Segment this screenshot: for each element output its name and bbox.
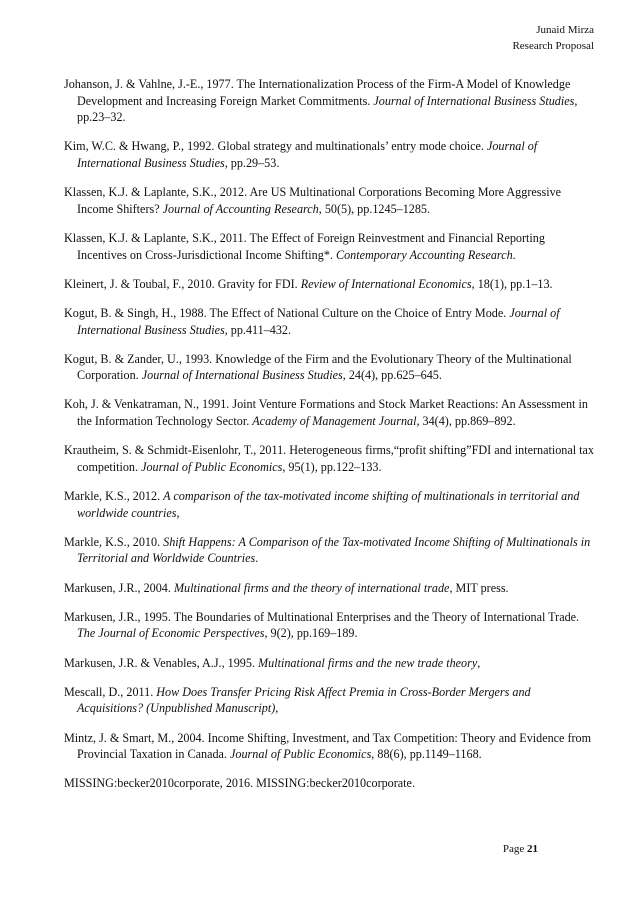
reference-entry (64, 442, 596, 475)
reference-text: Johanson, J. & Vahlne, J.-E., 1977. The Internationalization Process of the Firm-A Model of Knowledge Development and Increasing Foreign Market Commitments. (64, 77, 571, 108)
reference-text: MISSING:becker2010corporate, 2016. MISSING:becker2010corporate. (64, 776, 415, 791)
page-number: 21 (527, 843, 538, 855)
reference-details: . (255, 551, 259, 566)
reference-source: A comparison of the tax-motivated income shifting of multinationals in territorial and worldwide countries (77, 489, 580, 520)
reference-entry (64, 730, 596, 763)
reference-entry (64, 775, 596, 792)
reference-entry (64, 655, 596, 672)
reference-text: Markle, K.S., 2012. (64, 489, 164, 504)
header-author: Junaid Mirza (536, 24, 594, 36)
reference-details: , 88(6), pp.1149–1168. (371, 747, 482, 762)
reference-source: Review of International Economics (300, 276, 472, 291)
reference-source: Journal of International Business Studies (77, 139, 538, 170)
reference-entry (64, 276, 596, 293)
reference-details: , 50(5), pp.1245–1285. (318, 201, 431, 216)
reference-source: How Does Transfer Pricing Risk Affect Premia in Cross-Border Mergers and Acquisitions? (Unpublished Manuscript) (77, 684, 531, 716)
reference-details: , 24(4), pp.625–645. (342, 368, 442, 383)
reference-text: Koh, J. & Venkatraman, N., 1991. Joint Venture Formations and Stock Market Reactions: An Assessment in the Information Technology Sector. (64, 397, 588, 429)
reference-details: , 18(1), pp.1–13. (471, 276, 553, 291)
reference-details: , (275, 701, 279, 716)
reference-entry (64, 230, 596, 263)
reference-source: Academy of Management Journal (252, 414, 417, 429)
reference-entry (64, 534, 596, 567)
reference-details: , 95(1), pp.122–133. (282, 459, 382, 474)
reference-text: Mintz, J. & Smart, M., 2004. Income Shifting, Investment, and Tax Competition: Theory and Evidence from Provincial Taxation in Canada. (64, 730, 592, 762)
reference-text: Krautheim, S. & Schmidt-Eisenlohr, T., 2011. Heterogeneous firms,“profit shifting”FDI and international tax competition. (64, 443, 594, 474)
reference-details: , pp.411–432. (224, 322, 292, 337)
reference-entry (64, 684, 596, 717)
reference-details: , MIT press. (449, 580, 509, 595)
header-doc-type: Research Proposal (512, 40, 594, 52)
reference-entry (64, 609, 596, 642)
reference-text: Markusen, J.R. & Venables, A.J., 1995. (64, 655, 259, 670)
reference-source: Multinational firms and the theory of international trade (173, 580, 450, 595)
reference-entry (64, 396, 596, 429)
reference-entry (64, 351, 596, 384)
reference-details: , pp.29–53. (224, 155, 280, 170)
reference-text: Kleinert, J. & Toubal, F., 2010. Gravity for FDI. (64, 276, 301, 291)
reference-details: , pp.23–32. (77, 93, 578, 125)
reference-text: Mescall, D., 2011. (64, 684, 157, 699)
reference-details: , 9(2), pp.169–189. (264, 626, 358, 641)
reference-text: Markusen, J.R., 1995. The Boundaries of Multinational Enterprises and the Theory of International Trade. (64, 609, 580, 624)
reference-details: , (176, 505, 180, 520)
reference-source: Journal of International Business Studies (141, 368, 343, 383)
reference-text: Kogut, B. & Singh, H., 1988. The Effect of National Culture on the Choice of Entry Mode. (64, 305, 510, 320)
reference-source: Journal of International Business Studies (373, 93, 575, 108)
reference-source: Shift Happens: A Comparison of the Tax-motivated Income Shifting of Multinationals in Territorial and Worldwide Countries (77, 534, 591, 566)
reference-source: Journal of Accounting Research (162, 201, 319, 216)
reference-entry (64, 488, 596, 521)
reference-entry (64, 580, 596, 597)
reference-source: Journal of International Business Studies (77, 305, 560, 337)
reference-list (64, 76, 596, 805)
reference-entry (64, 305, 596, 338)
reference-entry (64, 138, 596, 171)
page-footer (503, 842, 538, 856)
reference-source: The Journal of Economic Perspectives (77, 626, 265, 641)
reference-source: Contemporary Accounting Research (335, 247, 513, 262)
reference-source: Multinational firms and the new trade theory (258, 655, 478, 670)
reference-details: , (477, 655, 481, 670)
reference-text: Kim, W.C. & Hwang, P., 1992. Global strategy and multinationals’ entry mode choice. (64, 139, 487, 154)
reference-source: Journal of Public Economics (141, 459, 283, 474)
reference-text: Kogut, B. & Zander, U., 1993. Knowledge of the Firm and the Evolutionary Theory of the Multinational Corporation. (64, 351, 572, 383)
page-header (512, 22, 594, 54)
reference-text: Klassen, K.J. & Laplante, S.K., 2011. The Effect of Foreign Reinvestment and Financial Reporting Incentives on Cross-Jurisdictional Income Shifting*. (64, 230, 545, 262)
page-label: Page (502, 843, 525, 855)
reference-text: Markusen, J.R., 2004. (64, 580, 174, 595)
reference-text: Klassen, K.J. & Laplante, S.K., 2012. Are US Multinational Corporations Becoming More Aggressive Income Shifters? (64, 185, 562, 216)
reference-details: , 34(4), pp.869–892. (416, 414, 516, 429)
reference-source: Journal of Public Economics (230, 747, 372, 762)
reference-details: . (512, 247, 516, 262)
reference-text: Markle, K.S., 2010. (64, 534, 164, 549)
reference-entry (64, 76, 596, 126)
reference-entry (64, 184, 596, 217)
